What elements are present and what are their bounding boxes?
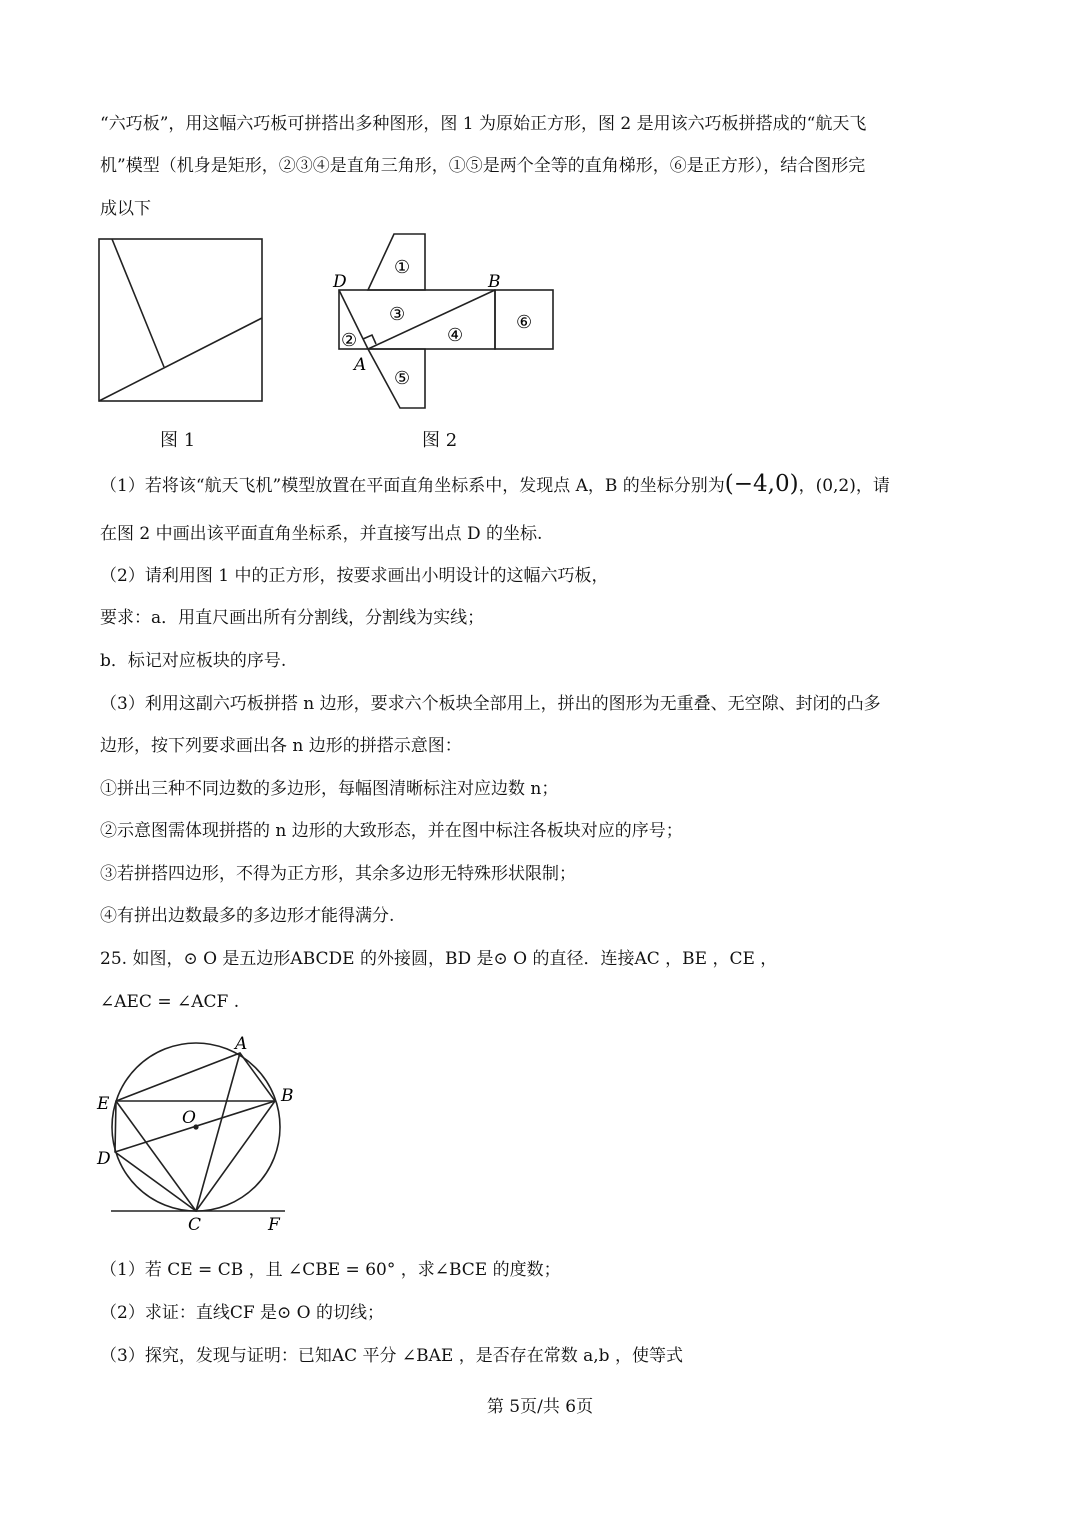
label-A: A: [354, 355, 367, 375]
q24-requirement-3: ③若拼搭四边形，不得为正方形，其余多边形无特殊形状限制；: [100, 864, 576, 884]
q24-part3-line1: （3）利用这副六巧板拼搭 n 边形，要求六个板块全部用上，拼出的图形为无重叠、无空隙、封闭的凸多: [100, 694, 881, 714]
circle-label-A: A: [235, 1034, 248, 1054]
circle-label-C: C: [188, 1215, 202, 1235]
label-D: D: [333, 272, 347, 292]
q24-part3-line2: 边形，按下列要求画出各 n 边形的拼搭示意图：: [100, 736, 462, 756]
q24-requirement-1: ①拼出三种不同边数的多边形，每幅图清晰标注对应边数 n；: [100, 779, 559, 799]
circle-label-B: B: [281, 1086, 294, 1106]
q25-sub2: （2）求证：直线CF 是⊙ O 的切线；: [100, 1303, 385, 1323]
circle-label-D: D: [97, 1149, 111, 1169]
page-footer: 第 5页/共 6页: [486, 1397, 594, 1417]
q24-part2-line1: （2）请利用图 1 中的正方形，按要求画出小明设计的这幅六巧板，: [100, 566, 609, 586]
q24-part2-line3: b．标记对应板块的序号.: [100, 651, 287, 671]
circle-label-O: O: [182, 1108, 196, 1128]
q24-requirement-4: ④有拼出边数最多的多边形才能得满分.: [100, 906, 395, 926]
figure-q25-circle: [95, 1030, 305, 1240]
q24-part1-line2: 在图 2 中画出该平面直角坐标系，并直接写出点 D 的坐标.: [100, 524, 543, 544]
figure-1-caption: 图 1: [160, 430, 196, 451]
circle-label-F: F: [268, 1215, 280, 1235]
q24-part1-text: （1）若将该“航天飞机”模型放置在平面直角坐标系中，发现点 A，B 的坐标分别为: [100, 476, 725, 496]
intro-line-3: 成以下: [100, 199, 151, 219]
label-B: B: [488, 272, 501, 292]
q25-sub1: （1）若 CE = CB ，且 ∠CBE = 60° ，求∠BCE 的度数；: [100, 1260, 561, 1280]
q24-part1-line1: [100, 472, 980, 498]
q25-sub3: （3）探究，发现与证明：已知AC 平分 ∠BAE ，是否存在常数 a,b ，使等式: [100, 1346, 683, 1366]
q25-stem-line2: ∠AEC = ∠ACF .: [100, 992, 240, 1012]
figure-2-caption: 图 2: [422, 430, 458, 451]
intro-line-2: 机”模型（机身是矩形，②③④是直角三角形，①⑤是两个全等的直角梯形，⑥是正方形），结合图形完: [100, 156, 866, 176]
circle-label-E: E: [97, 1094, 110, 1114]
intro-line-1: “六巧板”，用这幅六巧板可拼搭出多种图形，图 1 为原始正方形，图 2 是用该六巧板拼搭成的“航天飞: [100, 114, 867, 134]
figure-1-square: [90, 230, 275, 415]
piece-3-label: ③: [389, 304, 406, 325]
piece-6-label: ⑥: [516, 312, 533, 333]
point-A-coordinate: (−4,0): [724, 471, 799, 497]
piece-2-label: ②: [341, 330, 358, 351]
piece-4-label: ④: [447, 325, 464, 346]
q24-requirement-2: ②示意图需体现拼搭的 n 边形的大致形态，并在图中标注各板块对应的序号；: [100, 821, 683, 841]
figure-2-shuttle: [325, 225, 565, 420]
piece-5-label: ⑤: [394, 368, 411, 389]
q25-stem-line1: 25. 如图，⊙ O 是五边形ABCDE 的外接圆，BD 是⊙ O 的直径．连接AC ，BE ，CE ，: [100, 949, 778, 969]
q24-part1-tail: ，(0,2)，请: [798, 476, 890, 496]
piece-1-label: ①: [394, 257, 411, 278]
q24-part2-line2: 要求：a．用直尺画出所有分割线，分割线为实线；: [100, 608, 485, 628]
